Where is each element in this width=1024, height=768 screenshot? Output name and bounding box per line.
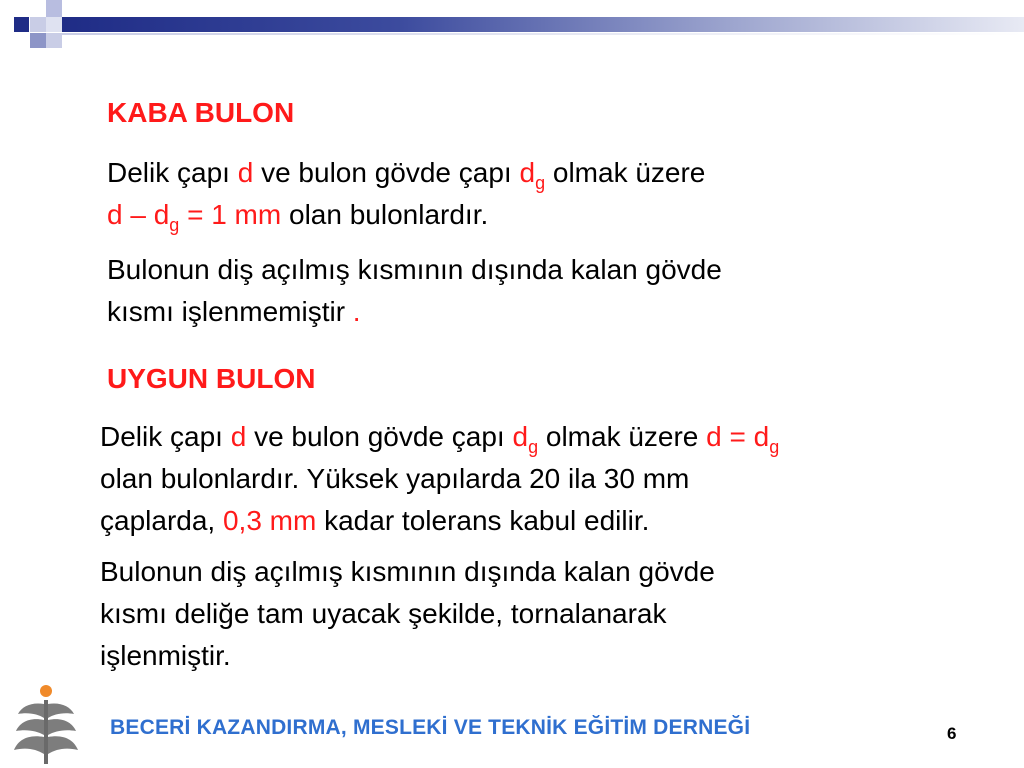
header-line: [62, 33, 1024, 35]
uygun-bulon-paragraph-2: Bulonun diş açılmış kısmının dışında kalan gövde kısmı deliğe tam uyacak şekilde, tornalanarak işlenmiştir.: [100, 556, 715, 671]
footer-organization-name: BECERİ KAZANDIRMA, MESLEKİ VE TEKNİK EĞİTİM DERNEĞİ: [110, 716, 751, 739]
corner-decoration: [0, 0, 1024, 70]
header-bar: [62, 17, 1024, 32]
kaba-bulon-paragraph-1: Delik çapı d ve bulon gövde çapı $d_g$ olmak üzere $d - d_g = 1$ mm olan bulonlardır.: [107, 157, 706, 235]
organization-logo-icon: [14, 684, 86, 764]
kaba-bulon-paragraph-2: Bulonun diş açılmış kısmının dışında kalan gövde kısmı işlenmemiştir .: [107, 254, 722, 327]
heading-uygun-bulon: UYGUN BULON: [107, 363, 316, 394]
uygun-bulon-paragraph-1: Delik çapı d ve bulon gövde çapı $d_g$ olmak üzere $d = d_g$ olan bulonlardır. Yüksek yapılarda 20 ila 30 mm çaplarda, 0,3 mm kadar tolerans kabul edilir.: [100, 421, 780, 536]
heading-kaba-bulon: KABA BULON: [107, 97, 295, 128]
page-number: 6: [947, 724, 957, 743]
